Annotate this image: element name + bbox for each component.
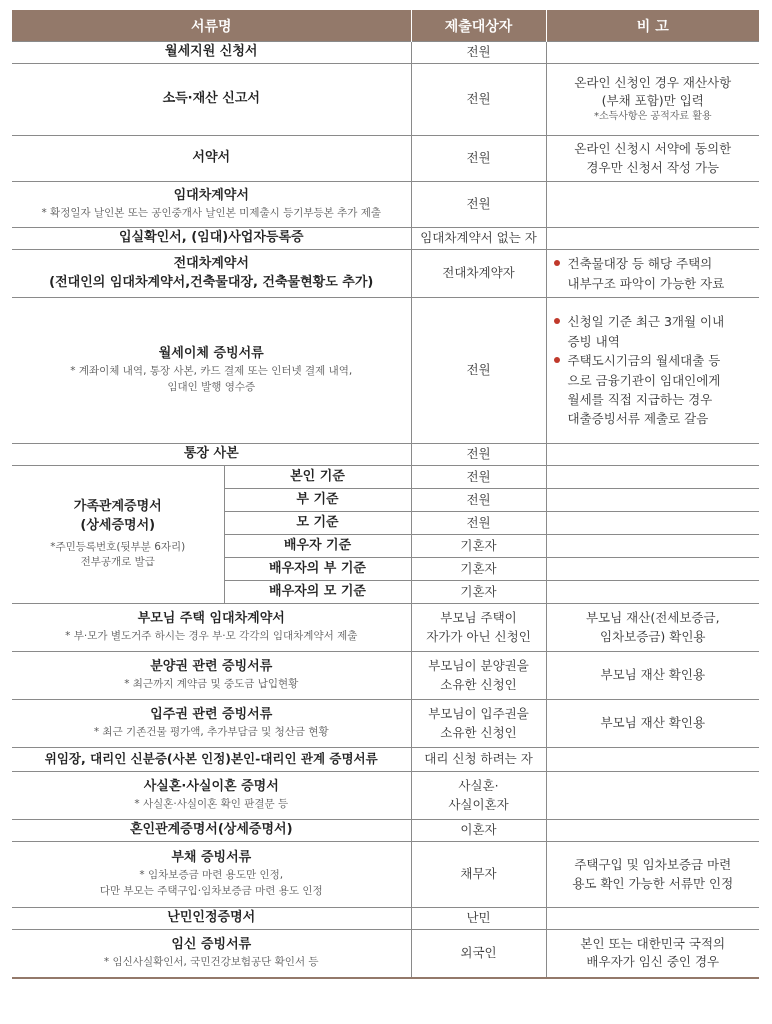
- target-cell: 전원: [411, 182, 546, 228]
- remark-note: *소득사항은 공적자료 활용: [593, 111, 712, 123]
- remark-bullet-text: 주택도시기금의 월세대출 등: [567, 353, 721, 369]
- remark-cell: [546, 604, 759, 652]
- target-line: 소유한 신청인: [440, 676, 517, 692]
- document-name: 혼인관계증명서(상세증명서): [12, 820, 411, 842]
- remark-bullet-text: 건축물대장 등 해당 주택의: [567, 256, 713, 272]
- document-name: 입실확인서, (임대)사업자등록증: [12, 228, 411, 250]
- table-row: [12, 64, 759, 136]
- document-name: 사실혼·사실이혼 증명서: [143, 779, 279, 795]
- remark-cell: [546, 444, 759, 466]
- document-name: 월세이체 증빙서류: [158, 346, 264, 362]
- document-note: * 계좌이체 내역, 통장 사본, 카드 결제 또는 인터넷 결제 내역,: [70, 365, 353, 378]
- remark-line: 온라인 신청시 서약에 동의한: [574, 141, 732, 157]
- table-row: [12, 908, 759, 930]
- remark-bullet-text: 신청일 기준 최근 3개월 이내: [567, 314, 725, 330]
- target-cell: 기혼자: [411, 558, 546, 581]
- table-row: [12, 42, 759, 64]
- document-note: * 임신사실확인서, 국민건강보험공단 확인서 등: [103, 955, 319, 968]
- table-row: [12, 136, 759, 182]
- remark-cell: [546, 466, 759, 489]
- document-name: 입주권 관련 증빙서류: [150, 707, 273, 723]
- target-cell: 기혼자: [411, 581, 546, 604]
- target-cell: 기혼자: [411, 535, 546, 558]
- target-cell: 임대차계약서 없는 자: [411, 228, 546, 250]
- document-name: 부모님 주택 임대차계약서: [137, 611, 285, 627]
- document-name-cell: [12, 772, 411, 820]
- table-row: [12, 772, 759, 820]
- document-name: 가족관계증명서: [73, 498, 162, 514]
- remark-line: 용도 확인 가능한 서류만 인정: [572, 875, 734, 891]
- target-cell: 전원: [411, 512, 546, 535]
- family-sub-basis: 본인 기준: [224, 466, 411, 489]
- family-sub-basis: 모 기준: [224, 512, 411, 535]
- target-line: 사실이혼자: [448, 796, 509, 812]
- document-name-cell: [12, 652, 411, 700]
- remark-bullet-text: 대출증빙서류 제출로 갈음: [567, 411, 709, 427]
- target-cell: 채무자: [411, 842, 546, 908]
- document-name-extra: (상세증명서): [80, 517, 156, 533]
- target-line: 부모님이 분양권을: [428, 658, 529, 674]
- family-certificate-cell: [12, 466, 224, 604]
- remark-bullets: [550, 312, 757, 428]
- target-cell: 대리 신청 하려는 자: [411, 748, 546, 772]
- table-row: [12, 604, 759, 652]
- remark-cell: 부모님 재산 확인용: [546, 700, 759, 748]
- header-document-name: 서류명: [12, 10, 411, 42]
- remark-cell: [546, 64, 759, 136]
- target-cell: [411, 700, 546, 748]
- family-sub-basis: 배우자의 모 기준: [224, 581, 411, 604]
- document-note: * 최근까지 계약금 및 중도금 납입현황: [124, 678, 299, 691]
- remark-cell: [546, 581, 759, 604]
- document-note: * 최근 기존건물 평가액, 추가부담금 및 청산금 현황: [93, 726, 329, 739]
- header-target: 제출대상자: [411, 10, 546, 42]
- document-name: 위임장, 대리인 신분증(사본 인정)본인-대리인 관계 증명서류: [12, 748, 411, 772]
- document-note: 전부공개로 발급: [80, 556, 155, 569]
- remark-cell: [546, 558, 759, 581]
- target-cell: 전원: [411, 489, 546, 512]
- document-name: 임신 증빙서류: [171, 936, 252, 952]
- remark-bullet: [554, 254, 757, 293]
- table-row: [12, 444, 759, 466]
- target-cell: [411, 652, 546, 700]
- remark-cell: [546, 748, 759, 772]
- required-documents-table: [12, 10, 759, 979]
- table-row: [12, 228, 759, 250]
- table-header-row: [12, 10, 759, 42]
- target-cell: 전원: [411, 298, 546, 444]
- family-sub-basis: 부 기준: [224, 489, 411, 512]
- table-row: [12, 250, 759, 298]
- remark-bullet: [554, 351, 757, 429]
- document-note: * 사실혼·사실이혼 확인 판결문 등: [134, 798, 289, 811]
- remark-bullet: [554, 312, 757, 351]
- document-name-cell: [12, 298, 411, 444]
- remark-line: (부채 포함)만 입력: [601, 93, 704, 109]
- document-name-cell: [12, 604, 411, 652]
- remark-cell: [546, 842, 759, 908]
- remark-cell: [546, 772, 759, 820]
- target-line: 부모님 주택이: [440, 610, 517, 626]
- document-name: 분양권 관련 증빙서류: [150, 659, 273, 675]
- remark-cell: [546, 228, 759, 250]
- remark-cell: [546, 298, 759, 444]
- table-row: [12, 842, 759, 908]
- remark-cell: [546, 820, 759, 842]
- remark-cell: 부모님 재산 확인용: [546, 652, 759, 700]
- document-name: 통장 사본: [12, 444, 411, 466]
- target-cell: [411, 604, 546, 652]
- document-name-cell: [12, 182, 411, 228]
- document-name-cell: [12, 842, 411, 908]
- target-line: 부모님이 입주권을: [428, 706, 529, 722]
- document-name-extra: (전대인의 임대차계약서,건축물대장, 건축물현황도 추가): [49, 274, 374, 290]
- remark-cell: [546, 42, 759, 64]
- table-row: [12, 182, 759, 228]
- document-name-cell: [12, 930, 411, 978]
- remark-bullet-text: 증빙 내역: [567, 333, 620, 349]
- remark-cell: [546, 535, 759, 558]
- remark-cell: [546, 182, 759, 228]
- remark-line: 경우만 신청서 작성 가능: [586, 159, 720, 175]
- table-row: [12, 466, 759, 489]
- table-row: [12, 700, 759, 748]
- remark-cell: [546, 908, 759, 930]
- document-name: 임대차계약서: [173, 188, 249, 204]
- remark-cell: [546, 930, 759, 978]
- target-cell: 전대차계약자: [411, 250, 546, 298]
- target-cell: 전원: [411, 444, 546, 466]
- table-row: [12, 652, 759, 700]
- remark-bullet-text: 월세를 직접 지급하는 경우: [567, 391, 713, 407]
- target-cell: 전원: [411, 466, 546, 489]
- document-name-cell: [12, 700, 411, 748]
- table-row: [12, 930, 759, 978]
- document-name: 월세지원 신청서: [12, 42, 411, 64]
- document-name: 서약서: [12, 136, 411, 182]
- family-sub-basis: 배우자 기준: [224, 535, 411, 558]
- remark-line: 임차보증금) 확인용: [600, 628, 706, 644]
- target-cell: [411, 772, 546, 820]
- document-name: 전대차계약서: [173, 255, 249, 271]
- document-note: 임대인 발행 영수증: [167, 380, 256, 393]
- remark-line: 주택구입 및 임차보증금 마련: [574, 857, 732, 873]
- remark-line: 온라인 신청인 경우 재산사항: [574, 75, 732, 91]
- remark-cell: [546, 489, 759, 512]
- target-cell: 난민: [411, 908, 546, 930]
- remark-line: 부모님 재산(전세보증금,: [585, 610, 720, 626]
- remark-bullets: [550, 254, 757, 293]
- document-table-container: [12, 10, 759, 979]
- document-name-cell: [12, 250, 411, 298]
- document-note: *주민등록번호(뒷부분 6자리): [50, 540, 186, 553]
- header-remarks: 비 고: [546, 10, 759, 42]
- remark-bullet-text: 내부구조 파악이 가능한 자료: [567, 275, 725, 291]
- table-row: [12, 820, 759, 842]
- target-cell: 전원: [411, 136, 546, 182]
- remark-line: 배우자가 임신 중인 경우: [586, 954, 720, 970]
- document-name: 난민인정증명서: [12, 908, 411, 930]
- remark-cell: [546, 512, 759, 535]
- document-name: 소득·재산 신고서: [12, 64, 411, 136]
- target-line: 사실혼·: [458, 778, 499, 794]
- remark-cell: [546, 136, 759, 182]
- family-sub-basis: 배우자의 부 기준: [224, 558, 411, 581]
- target-cell: 전원: [411, 42, 546, 64]
- document-note: * 임차보증금 마련 용도만 인정,: [139, 869, 284, 882]
- target-cell: 전원: [411, 64, 546, 136]
- document-note: * 확정일자 날인본 또는 공인중개사 날인본 미제출시 등기부등본 추가 제출: [41, 207, 382, 220]
- document-note: 다만 부모는 주택구입·임차보증금 마련 용도 인정: [99, 884, 323, 897]
- table-row: [12, 298, 759, 444]
- document-note: * 부·모가 별도거주 하시는 경우 부·모 각각의 임대차계약서 제출: [65, 630, 358, 643]
- target-line: 자가가 아닌 신청인: [426, 628, 531, 644]
- target-line: 소유한 신청인: [440, 724, 517, 740]
- target-cell: 이혼자: [411, 820, 546, 842]
- document-name: 부채 증빙서류: [171, 850, 252, 866]
- remark-cell: [546, 250, 759, 298]
- table-row: [12, 748, 759, 772]
- remark-bullet-text: 으로 금융기관이 임대인에게: [567, 372, 721, 388]
- remark-line: 본인 또는 대한민국 국적의: [580, 936, 726, 952]
- target-cell: 외국인: [411, 930, 546, 978]
